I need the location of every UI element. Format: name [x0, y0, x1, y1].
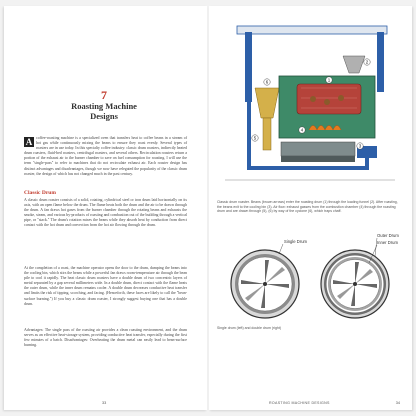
svg-text:3: 3 — [358, 143, 362, 149]
dropcap: A — [25, 136, 33, 147]
paragraph-3: Advantages: The single pass of the roasting air provides a clean roasting environment, and the drum serves as an effective heat-storage system, providing conductive heat transfer, especially during the first few minutes of a batch. Disadvantages: Overheating the drum metal can easily lead to bean-surface burning. — [24, 328, 187, 348]
single-drum-diagram — [231, 250, 299, 318]
chapter-number: 7 — [101, 88, 107, 102]
drum-roaster-illustration — [217, 18, 403, 198]
inner-drum-label: Inner Drum — [377, 240, 398, 245]
svg-text:5: 5 — [253, 135, 257, 141]
running-head: ROASTING MACHINE DESIGNS — [269, 401, 330, 405]
figure-1-caption: Classic drum roaster. Beans (brown arrows) enter the roasting drum (1) through the loading funnel (2). After roasting, the beans exit to the cooling bin (3). Air flow: exhaust gasses from the combustion chamber (4) through the roasting drum and are drawn through (5), (6) by way of the cyclone (6), which traps chaff. — [217, 200, 398, 214]
page-number-right: 34 — [395, 401, 400, 405]
chapter-badge — [70, 88, 138, 132]
intro-paragraph — [24, 136, 187, 177]
outer-drum-label: Outer Drum — [377, 233, 399, 238]
chapter-title: Roasting Machine Designs — [71, 101, 137, 121]
svg-text:2: 2 — [365, 59, 369, 65]
left-page — [4, 6, 207, 410]
intro-text: coffee-roasting machine is a specialized oven that transfers heat to coffee beans in a stream of hot gas while continuously mixing the beans to ensure they roast evenly. Several types of roasters are in use today. In this specialty coffee industry: classic drum roasters, indirectly heated drum roasters, fluid-bed roasters, centrifugal roasters, and several others. Recirculation roasters return a portion of the exhaust air to the burner chamber to save on fuel consumption for roasting. I will use the term "single-pass" to refer to machines that do not recirculate exhaust air. Each roaster design has distinct advantages and disadvantages, though we now have relegated the popularity of the classic drum roaster, the design of which has not changed much in the past century. — [24, 136, 187, 176]
paragraph-2: At the completion of a roast, the machine operator opens the door to the drum, dumping the beans into the cooling bin, which stirs the beans while a powerful fan draws room-temperature air through the bean pile to cool it rapidly. The heat classic drum roasters have a double drum of two concentric layers of metal separated by a gap several millimeters wide. In a double drum, direct contact with the flame heats the outer drum, while the inner drum remains cooler. A double drum decreases conductive heat transfer and limits the risk of tipping, scorching, and facing. (Henceforth, these faces are likely to call the "bean-surface burning.") If you buy a classic drum roaster, I strongly suggest buying one that has a double drum. — [24, 266, 187, 306]
svg-text:1: 1 — [327, 77, 331, 83]
svg-text:4: 4 — [300, 127, 304, 133]
section-heading: Classic Drum — [24, 190, 56, 196]
double-drum-diagram — [321, 250, 389, 318]
figure-2-caption: Single drum (left) and double drum (right) — [217, 326, 282, 330]
single-drum-label: Single Drum — [284, 239, 308, 244]
page-number-left: 33 — [102, 401, 107, 405]
paragraph-1: A classic drum roaster consists of a solid, rotating, cylindrical steel or iron drum laid horizontally on its axis, with an open flame below the drum. The flame heats both the drum and the air to be drawn through the drum. A fan draws hot gases from the burner chamber through the rotating beans and exhausts the smoke, steam, and various by-products of roasting and combustion out of the building through a vertical pipe, or "stack." The drum's rotation mixes the beans while they absorb heat by conduction from direct contact with the hot drum and convection from the hot air flowing through the drum. — [24, 198, 187, 228]
svg-text:6: 6 — [265, 79, 269, 85]
right-page — [209, 6, 412, 410]
drum-comparison-illustration — [217, 230, 403, 324]
